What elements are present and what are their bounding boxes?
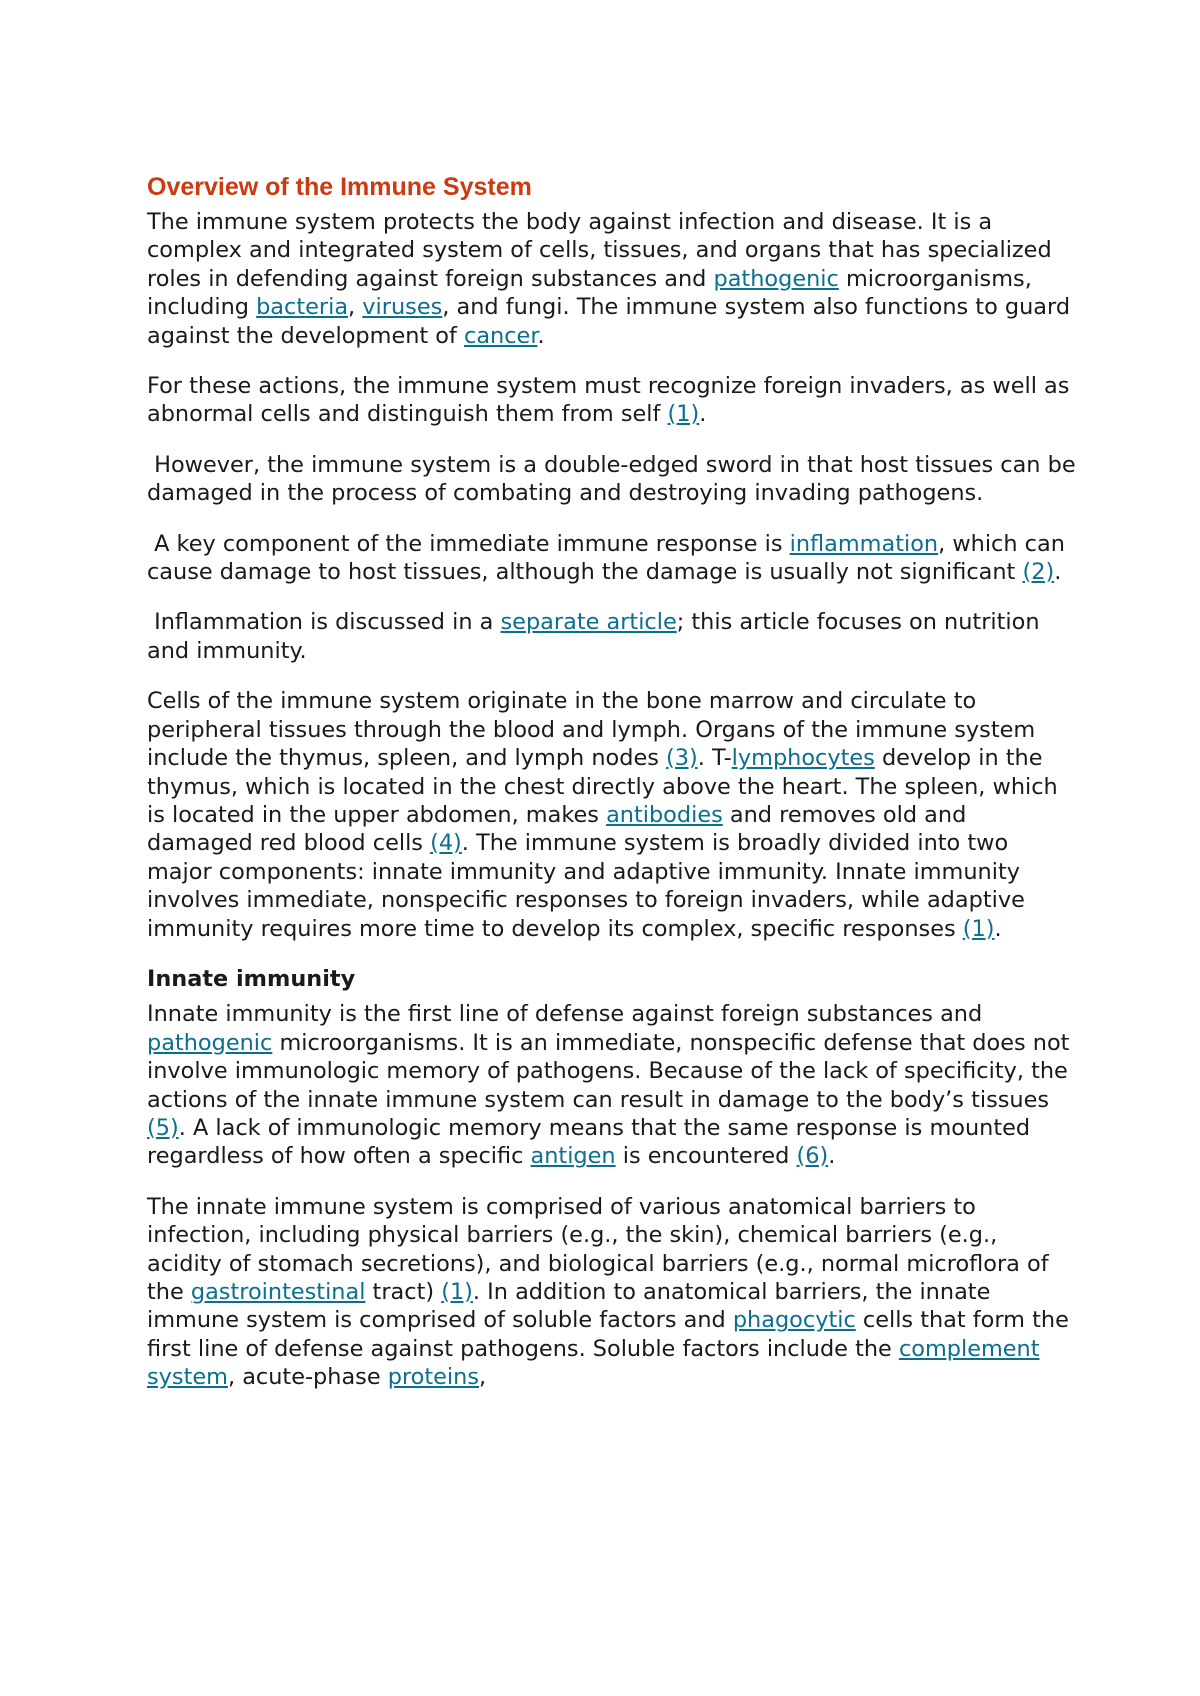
link-pathogenic[interactable]: pathogenic bbox=[713, 265, 839, 292]
citation-link-5[interactable]: (5) bbox=[147, 1114, 179, 1141]
text: The innate immune system is comprised of various anatomical barriers to infection, including physical barriers (e.g., the skin), chemical barriers (e.g., acidity of stomach secretions), and biological barriers (e.g., normal microflora of the bbox=[147, 1193, 1049, 1305]
text: . bbox=[699, 401, 707, 428]
text: Innate immunity is the first line of defense against foreign substances and bbox=[147, 1001, 983, 1028]
link-gastrointestinal[interactable]: gastrointestinal bbox=[190, 1279, 366, 1305]
text: develop in the thymus, which is located in the chest directly above the heart. The spleen, which is located in the upper abdomen, makes bbox=[147, 745, 1058, 828]
paragraph-cells-organs bbox=[147, 687, 1077, 943]
link-complement-system[interactable]: complement system bbox=[147, 1335, 1040, 1391]
text: . In addition to anatomical barriers, the innate immune system is comprised of soluble factors and bbox=[147, 1279, 991, 1334]
text: , bbox=[348, 294, 363, 321]
link-lymphocytes[interactable]: lymphocytes bbox=[731, 745, 875, 772]
text: . bbox=[828, 1143, 836, 1170]
text: cells that form the first line of defense against pathogens. Soluble factors include the bbox=[147, 1307, 1069, 1362]
text: . The immune system is broadly divided into two major components: innate immunity and adaptive immunity. Innate immunity involves immediate, nonspecific responses to foreign invaders, while adaptive immunity requires more time to develop its complex, specific responses bbox=[147, 830, 1025, 942]
text: The immune system protects the body against infection and disease. It is a complex and integrated system of cells, tissues, and organs that has specialized roles in defending against foreign substances and bbox=[147, 209, 1052, 292]
citation-link-1[interactable]: (1) bbox=[962, 915, 995, 942]
text: microorganisms, including bbox=[147, 265, 1032, 321]
link-cancer[interactable]: cancer bbox=[464, 322, 538, 349]
text: However, the immune system is a double-edged sword in that host tissues can be damaged in the process of combating and destroying invading pathogens. bbox=[147, 451, 1083, 507]
text: . bbox=[994, 915, 1002, 942]
link-pathogenic[interactable]: pathogenic bbox=[147, 1029, 273, 1056]
paragraph-recognition bbox=[147, 372, 1077, 429]
text: , and fungi. The immune system also functions to guard against the development of bbox=[147, 294, 1071, 349]
citation-link-4[interactable]: (4) bbox=[430, 830, 462, 857]
link-phagocytic[interactable]: phagocytic bbox=[732, 1307, 856, 1334]
section-heading-innate-immunity: Innate immunity bbox=[147, 965, 356, 992]
text: is encountered bbox=[615, 1143, 797, 1170]
text: ; this article focuses on nutrition and immunity. bbox=[147, 609, 1047, 664]
text: , acute-phase bbox=[227, 1364, 388, 1391]
link-viruses[interactable]: viruses bbox=[362, 294, 443, 321]
citation-link-3[interactable]: (3) bbox=[666, 745, 698, 772]
paragraph-separate-article bbox=[147, 608, 1077, 665]
citation-link-2[interactable]: (2) bbox=[1022, 559, 1055, 586]
text: . T- bbox=[697, 745, 732, 772]
text: For these actions, the immune system must recognize foreign invaders, as well as abnormal cells and distinguish them from self bbox=[147, 373, 1070, 428]
text: , which can cause damage to host tissues, although the damage is usually not significant bbox=[147, 530, 1073, 586]
paragraph-inflammation bbox=[147, 530, 1077, 587]
link-antigen[interactable]: antigen bbox=[530, 1143, 616, 1170]
link-antibodies[interactable]: antibodies bbox=[606, 801, 723, 828]
citation-link-6[interactable]: (6) bbox=[796, 1143, 829, 1170]
paragraph-intro bbox=[147, 208, 1077, 350]
text: A key component of the immediate immune response is bbox=[147, 530, 790, 557]
paragraph-innate-defense bbox=[147, 1000, 1077, 1170]
document-page bbox=[147, 168, 1083, 1414]
text: . bbox=[537, 322, 545, 349]
link-inflammation[interactable]: inflammation bbox=[789, 530, 939, 557]
text: tract) bbox=[365, 1279, 442, 1305]
text: . A lack of immunologic memory means that the same response is mounted regardless of how often a specific bbox=[147, 1114, 1031, 1170]
link-separate-article[interactable]: separate article bbox=[500, 609, 677, 636]
text: microorganisms. It is an immediate, nonspecific defense that does not involve immunologic memory of pathogens. Because of the lack of specificity, the actions of the innate immune system can result in damage to the body’s tissues bbox=[147, 1029, 1070, 1113]
citation-link-1[interactable]: (1) bbox=[441, 1279, 473, 1305]
text: , bbox=[479, 1364, 487, 1391]
citation-link-1[interactable]: (1) bbox=[667, 401, 700, 428]
text: . bbox=[1054, 559, 1062, 586]
page-title: Overview of the Immune System bbox=[147, 173, 532, 201]
text: Cells of the immune system originate in the bone marrow and circulate to peripheral tissues through the blood and lymph. Organs of the immune system include the thymus, spleen, and lymph nodes bbox=[147, 688, 1036, 772]
text: and removes old and damaged red blood cells bbox=[147, 801, 967, 857]
text: Inflammation is discussed in a bbox=[147, 609, 501, 636]
link-bacteria[interactable]: bacteria bbox=[256, 294, 349, 321]
paragraph-barriers bbox=[147, 1193, 1077, 1392]
paragraph-double-edged bbox=[147, 451, 1083, 508]
link-proteins[interactable]: proteins bbox=[387, 1364, 479, 1391]
